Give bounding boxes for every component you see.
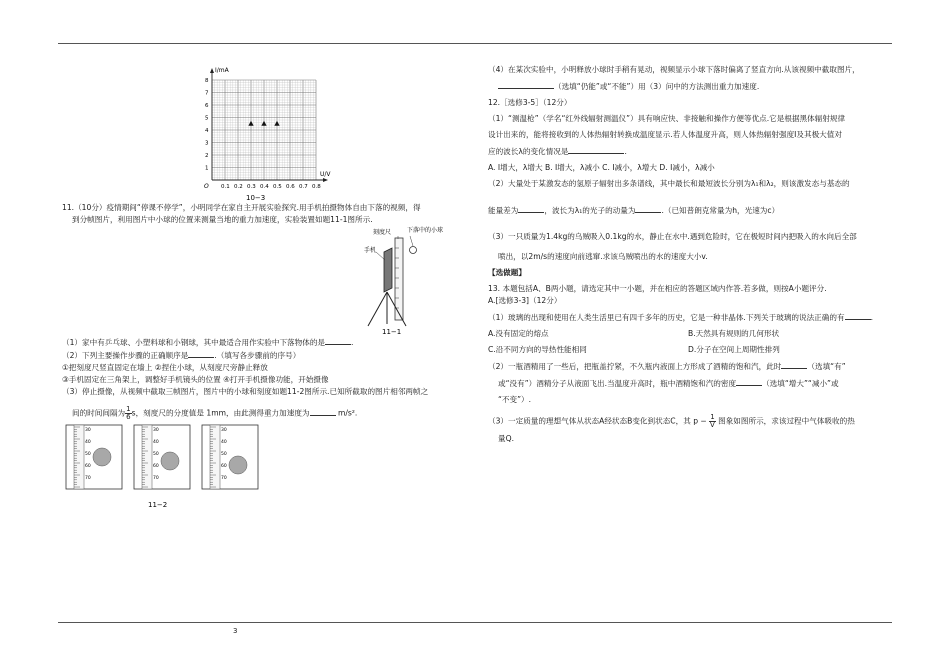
- q12-sub3-b: 喷出，以2m/s的速度向前逃窜.求该乌贼喷出的水的速度大小v.: [498, 252, 708, 261]
- data-point: [248, 121, 253, 126]
- x-tick-label: 0.8: [312, 184, 321, 190]
- q11-sub2: （2）下列主要操作步骤的正确顺序是 .（填写各步骤前的序号）: [62, 351, 301, 360]
- scale-label: 30: [85, 428, 91, 433]
- q12-sub2-b: 能量差为 ，波长为λ₁的光子的动量为 .（已知普朗克常量为h，光速为c）: [488, 206, 780, 215]
- x-tick-label: 0.1: [221, 184, 230, 190]
- page-number: 3: [233, 627, 238, 635]
- left-column: [62, 60, 462, 513]
- q13-line1: 13. 本题包括A、B两小题，请选定其中一小题，并在相应的答题区域内作答.若多做，则按A小题评分.: [488, 284, 827, 293]
- right-column: [488, 64, 896, 445]
- data-point: [274, 121, 279, 126]
- scale-strip: [210, 425, 220, 489]
- x-axis-arrow: [323, 178, 328, 182]
- x-axis-label: U/V: [320, 171, 331, 178]
- scale-label: 50: [221, 452, 227, 457]
- x-tick-label: 0.7: [299, 184, 308, 190]
- y-tick-label: 5: [205, 115, 209, 122]
- y-tick-label: 8: [205, 78, 209, 84]
- q13-a-title: A.[选修3-3]（12分）: [488, 296, 562, 305]
- figure-caption: 10−3: [246, 194, 266, 202]
- fig-11-2-caption: 11−2: [148, 501, 168, 509]
- apparatus-drawing: [62, 226, 462, 336]
- scale-label: 60: [85, 464, 91, 469]
- ball-image: [229, 456, 247, 474]
- q13-option-c: C.沿不同方向的导热性能相同: [488, 345, 587, 354]
- scale-label: 30: [221, 428, 227, 433]
- scale-label: 70: [153, 476, 159, 481]
- scale-label: 40: [221, 440, 227, 445]
- origin-label: O: [204, 183, 209, 190]
- q13-sub2-b: 或“没有”）酒精分子从液面飞出.当温度升高时，瓶中酒精饱和汽的密度 （选填“增大”“减小”或: [498, 379, 839, 388]
- figure-10-3: [62, 60, 462, 202]
- top-rule: [58, 43, 892, 44]
- scale-label: 50: [85, 452, 91, 457]
- ball-image: [93, 448, 111, 466]
- scale-label: 60: [221, 464, 227, 469]
- q13-sub3-a: （3）一定质量的理想气体从状态A经状态B变化到状态C，其 p − $\frac{1}{V}$ 图象如图所示，求该过程中气体吸收的热: [488, 414, 855, 429]
- x-tick-label: 0.5: [273, 184, 282, 190]
- choice-header: 【选做题】: [488, 268, 526, 277]
- scale-label: 40: [153, 440, 159, 445]
- q13-sub1: （1）玻璃的出现和使用在人类生活里已有四千多年的历史，它是一种非晶体.下列关于玻璃的说法正确的有 .: [488, 313, 873, 322]
- q11-steps1: ①把刻度尺竖直固定在墙上 ②捏住小球，从刻度尺旁静止释放: [62, 363, 268, 372]
- inverse-v-fraction: $\frac{1}{V}$: [710, 414, 715, 429]
- q11-sub4-line2: （选填“仍能”或“不能”）用（3）问中的方法测出重力加速度.: [488, 80, 896, 93]
- scale-label: 40: [85, 440, 91, 445]
- figure-11-2: [62, 421, 462, 513]
- q12-title: 12.［选修3-5］（12分）: [488, 98, 572, 107]
- data-point: [261, 121, 266, 126]
- ball-label: 下落中的小球: [407, 227, 444, 234]
- y-tick-label: 1: [205, 165, 209, 172]
- x-tick-label: 0.3: [247, 184, 256, 190]
- q12-sub1-c: 应的波长λ的变化情况是 .: [488, 147, 627, 156]
- scale-label: 30: [153, 428, 159, 433]
- scale-label: 70: [85, 476, 91, 481]
- scale-strip: [142, 425, 152, 489]
- ruler-label: 刻度尺: [373, 229, 392, 236]
- scale-label: 50: [153, 452, 159, 457]
- q13-options-row1: [488, 328, 896, 340]
- figure-11-1: [62, 226, 462, 336]
- frames-drawing: [62, 421, 462, 513]
- q11-sub3-a: （3）停止摄像，从视频中截取三帧图片，图片中的小球和刻度如题11-2图所示.已知所截取的图片相邻两帧之: [62, 387, 429, 396]
- scale-strip: [74, 425, 84, 489]
- q12-sub3-a: （3）一只质量为1.4kg的乌贼吸入0.1kg的水，静止在水中.遇到危险时，它在极短时间内把吸入的水向后全部: [488, 232, 857, 241]
- y-tick-label: 6: [205, 103, 209, 109]
- q13-option-b: B.天然具有规则的几何形状: [688, 329, 780, 338]
- x-tick-label: 0.2: [234, 184, 243, 190]
- ball-image: [161, 452, 179, 470]
- q12-sub1-a: （1）“测温枪”（学名“红外线辐射测温仪”）具有响应快、非接触和操作方便等优点.它是根据黑体辐射规律: [488, 114, 846, 123]
- y-axis-arrow: [210, 68, 214, 73]
- q12-sub1-b: 设计出来的，能将接收到的人体热辐射转换成温度显示.若人体温度升高，则人体热辐射强度I及其极大值对: [488, 130, 842, 139]
- q11-steps2: ③手机固定在三角架上，调整好手机镜头的位置 ④打开手机摄像功能，开始摄像: [62, 375, 329, 384]
- iu-graph: [62, 60, 462, 202]
- q13-sub2-a: （2）一瓶酒精用了一些后，把瓶盖拧紧，不久瓶内液面上方形成了酒精的饱和汽，此时 （选填“有”: [488, 362, 846, 371]
- q11-sub4-line1: （4）在某次实验中，小明释放小球时手稍有晃动，视频显示小球下落时偏离了竖直方向.从该视频中截取图片，: [488, 65, 860, 74]
- q12-options: A. I增大，λ增大 B. I增大，λ减小 C. I减小，λ增大 D. I减小，λ减小: [488, 163, 715, 172]
- fig-11-1-caption: 11−1: [382, 328, 402, 336]
- bottom-rule: [58, 622, 892, 623]
- q13-sub2-c: “不变”）.: [498, 395, 532, 404]
- y-tick-label: 2: [205, 153, 209, 159]
- y-tick-label: 4: [205, 128, 209, 134]
- y-tick-label: 3: [205, 140, 209, 147]
- y-axis-label: I/mA: [215, 67, 229, 74]
- scale-label: 70: [221, 476, 227, 481]
- q13-option-d: D.分子在空间上周期性排列: [688, 345, 780, 354]
- q13-option-a: A.没有固定的熔点: [488, 329, 549, 338]
- interval-fraction: $\frac{1}{6}$: [126, 406, 131, 421]
- q12-sub2-a: （2）大量处于某激发态的氢原子辐射出多条谱线，其中最长和最短波长分别为λ₁和λ₂，则该激发态与基态的: [488, 179, 850, 188]
- q11-line2: 到分帧图片，利用图片中小球的位置来测量当地的重力加速度，实验装置如题11-1图所示.: [72, 215, 373, 224]
- x-tick-label: 0.6: [286, 184, 295, 190]
- scale-label: 60: [153, 464, 159, 469]
- q11-sub1: （1）家中有乒乓球、小塑料球和小钢球，其中最适合用作实验中下落物体的是 .: [62, 338, 354, 347]
- q11-line1: 11.（10分）疫情期间“停课不停学”，小明同学在家自主开展实验探究.用手机拍摄物体自由下落的视频，得: [62, 203, 421, 212]
- x-tick-label: 0.4: [260, 184, 269, 190]
- y-tick-label: 7: [205, 90, 209, 97]
- q13-options-row2: [488, 344, 896, 356]
- q13-sub3-b: 量Q.: [498, 434, 514, 443]
- q11-sub3-b: 间的时间间隔为 $\frac{1}{6}s$，刻度尺的分度值是 1mm，由此测得重力加速度为 m/s².: [72, 406, 358, 421]
- phone-label: 手机: [364, 247, 377, 254]
